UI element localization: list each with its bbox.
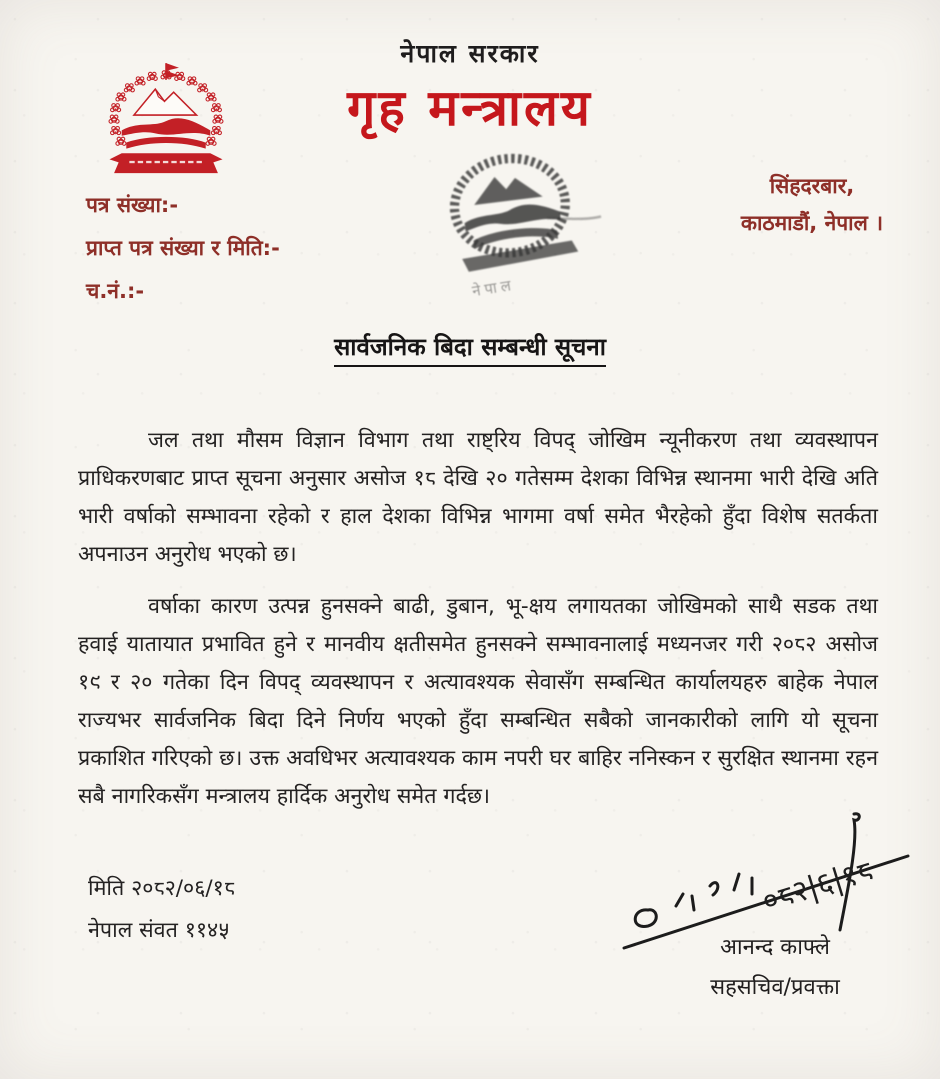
paragraph-1: जल तथा मौसम विज्ञान विभाग तथा राष्ट्रिय विपद् जोखिम न्यूनीकरण तथा व्यवस्थापन प्राधिकरणबाट प्राप्त सूचना अनुसार असोज १८ देखि २० गतेसम्म देशका विभिन्न स्थानमा भारी देखि अति भारी वर्षाको सम्भावना रहेको र हाल देशका विभिन्न भागमा वर्षा समेत भैरहेको हुँदा विशेष सतर्कता अपनाउन अनुरोध भएको छ।: [78, 428, 878, 567]
reference-block: [86, 184, 280, 313]
address-line-2: काठमाडौं, नेपाल ।: [740, 211, 884, 235]
miti-date: मिति २०८२/०६/१८: [88, 876, 236, 901]
dispatch-number-label: च.नं.:-: [86, 279, 145, 303]
signatory-designation: सहसचिव/प्रवक्ता: [710, 975, 840, 1000]
handwritten-date: ०८२|६|१८: [758, 852, 878, 920]
received-letter-label: प्राप्त पत्र संख्या र मिति:-: [86, 236, 280, 260]
date-block: [88, 868, 235, 952]
government-name: नेपाल सरकार: [400, 39, 540, 68]
nepal-emblem-icon: [82, 56, 250, 194]
stamp-caption-text: नेपाल: [470, 275, 517, 301]
address-line-1: सिंहदरबार,: [769, 174, 855, 198]
notice-title: सार्वजनिक बिदा सम्बन्धी सूचना: [0, 330, 940, 363]
signatory-name: आनन्द काफ्ले: [720, 935, 830, 960]
signatory-block: [640, 928, 910, 1008]
address-block: [712, 168, 912, 242]
letter-number-label: पत्र संख्या:-: [86, 193, 179, 217]
paragraph-2: वर्षाका कारण उत्पन्न हुनसक्ने बाढी, डुबान, भू-क्षय लगायतका जोखिमको साथै सडक तथा हवाई यातायात प्रभावित हुने र मानवीय क्षतीसमेत हुनसक्ने सम्भावनालाई मध्यनजर गरी २०८२ असोज १९ र २० गतेका दिन विपद् व्यवस्थापन र अत्यावश्यक सेवासँग सम्बन्धित कार्यालयहरु बाहेक नेपाल राज्यभर सार्वजनिक बिदा दिने निर्णय भएको हुँदा सम्बन्धित सबैको जानकारीको लागि यो सूचना प्रकाशित गरिएको छ। उक्त अवधिभर अत्यावश्यक काम नपरी घर बाहिर ननिस्कन र सुरक्षित स्थानमा रहन सबै नागरिकसँग मन्त्रालय हार्दिक अनुरोध समेत गर्दछ।: [78, 594, 878, 809]
ministry-name: गृह मन्त्रालय: [347, 79, 593, 137]
nepal-sambat-date: नेपाल संवत ११४५: [88, 918, 230, 943]
official-stamp-icon: [412, 127, 614, 298]
